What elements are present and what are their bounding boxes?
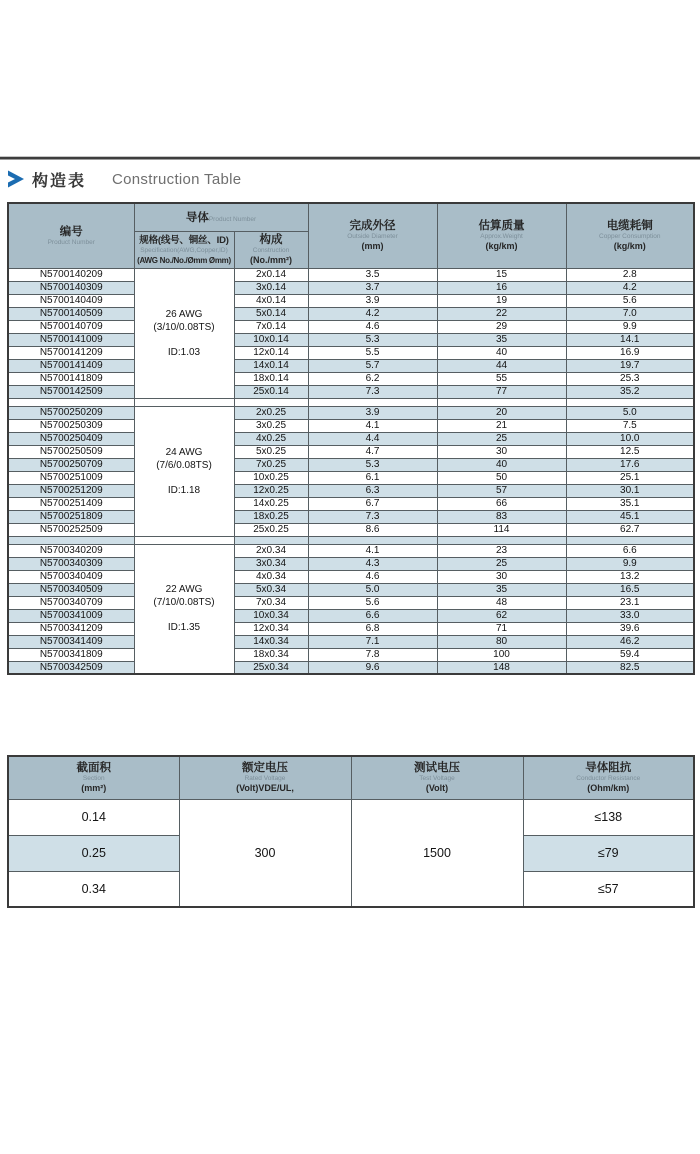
copper-consumption-cell: 46.2 (566, 635, 694, 648)
product-number-header (8, 203, 134, 268)
weight-cell: 30 (437, 445, 566, 458)
outside-diameter-cell: 7.3 (308, 510, 437, 523)
rating-table-header (8, 756, 694, 799)
rating-table-body (8, 799, 694, 907)
weight-cell: 25 (437, 432, 566, 445)
product-number-cell: N5700340209 (8, 544, 134, 557)
construction-cell: 3x0.34 (234, 557, 308, 570)
spec-line: 26 AWG (165, 308, 203, 320)
copper-consumption-cell: 25.3 (566, 372, 694, 385)
header-label-en: Outside Diameter (347, 232, 398, 240)
outside-diameter-cell: 3.7 (308, 281, 437, 294)
construction-row (8, 385, 694, 398)
spec-line: ID:1.18 (167, 484, 201, 496)
construction-row (8, 596, 694, 609)
weight-cell: 40 (437, 458, 566, 471)
weight-cell: 15 (437, 268, 566, 281)
construction-row (8, 281, 694, 294)
construction-row (8, 294, 694, 307)
separator-row (8, 398, 694, 406)
construction-row (8, 372, 694, 385)
weight-cell: 83 (437, 510, 566, 523)
outside-diameter-cell: 4.1 (308, 544, 437, 557)
construction-row (8, 661, 694, 674)
separator-cell (437, 536, 566, 544)
weight-cell: 71 (437, 622, 566, 635)
copper-consumption-cell: 39.6 (566, 622, 694, 635)
header-label-zh: 截面积 (76, 761, 111, 774)
weight-cell: 50 (437, 471, 566, 484)
weight-header (437, 203, 566, 268)
conductor-header (134, 203, 308, 231)
construction-row (8, 445, 694, 458)
product-number-cell: N5700140709 (8, 320, 134, 333)
weight-cell: 80 (437, 635, 566, 648)
section-cell: 0.25 (8, 835, 179, 871)
construction-row (8, 320, 694, 333)
product-number-cell: N5700142509 (8, 385, 134, 398)
construction-cell: 4x0.25 (234, 432, 308, 445)
construction-cell: 12x0.25 (234, 484, 308, 497)
construction-row (8, 484, 694, 497)
product-number-cell: N5700141209 (8, 346, 134, 359)
rated-voltage-cell: 300 (179, 799, 351, 907)
copper-consumption-cell: 45.1 (566, 510, 694, 523)
construction-cell: 10x0.25 (234, 471, 308, 484)
product-number-cell: N5700140209 (8, 268, 134, 281)
separator-cell (308, 398, 437, 406)
construction-row (8, 622, 694, 635)
construction-cell: 2x0.34 (234, 544, 308, 557)
construction-cell: 14x0.34 (234, 635, 308, 648)
spec-line: (3/10/0.08TS) (153, 321, 215, 333)
construction-cell: 4x0.14 (234, 294, 308, 307)
construction-row (8, 544, 694, 557)
construction-row (8, 432, 694, 445)
construction-cell: 2x0.25 (234, 406, 308, 419)
header-unit: (No./mm²) (250, 254, 292, 265)
product-number-cell: N5700140409 (8, 294, 134, 307)
construction-row (8, 557, 694, 570)
outside-diameter-cell: 3.9 (308, 294, 437, 307)
construction-row (8, 609, 694, 622)
copper-consumption-cell: 19.7 (566, 359, 694, 372)
weight-cell: 16 (437, 281, 566, 294)
copper-consumption-cell: 12.5 (566, 445, 694, 458)
resistance-cell: ≤79 (523, 835, 694, 871)
construction-cell: 25x0.14 (234, 385, 308, 398)
chevron-right-icon (8, 170, 25, 188)
header-label-en: Rated Voltage (244, 774, 286, 782)
weight-cell: 19 (437, 294, 566, 307)
outside-diameter-cell: 4.3 (308, 557, 437, 570)
construction-table-body (8, 268, 694, 674)
weight-cell: 35 (437, 583, 566, 596)
outside-diameter-cell: 9.6 (308, 661, 437, 674)
construction-row (8, 510, 694, 523)
construction-row (8, 268, 694, 281)
separator-cell (566, 536, 694, 544)
construction-cell: 7x0.14 (234, 320, 308, 333)
outside-diameter-cell: 3.5 (308, 268, 437, 281)
product-number-cell: N5700140309 (8, 281, 134, 294)
weight-cell: 40 (437, 346, 566, 359)
copper-consumption-cell: 5.0 (566, 406, 694, 419)
header-label-zh: 额定电压 (242, 761, 288, 774)
construction-row (8, 333, 694, 346)
construction-row (8, 497, 694, 510)
outside-diameter-cell: 7.1 (308, 635, 437, 648)
copper-consumption-cell: 6.6 (566, 544, 694, 557)
product-number-cell: N5700251809 (8, 510, 134, 523)
construction-table-header (8, 203, 694, 268)
copper-consumption-cell: 9.9 (566, 320, 694, 333)
spec-line: (7/6/0.08TS) (156, 459, 212, 471)
construction-row (8, 523, 694, 536)
product-number-cell: N5700250409 (8, 432, 134, 445)
separator-cell (8, 398, 134, 406)
header-label-en: Conductor Resistance (576, 774, 641, 782)
spec-line: ID:1.03 (167, 346, 201, 358)
header-unit: (kg/km) (485, 240, 518, 251)
section-cell: 0.34 (8, 871, 179, 907)
product-number-cell: N5700140509 (8, 307, 134, 320)
construction-row (8, 583, 694, 596)
construction-cell: 25x0.25 (234, 523, 308, 536)
header-label-en: Test Voltage (419, 774, 455, 782)
separator-cell (308, 536, 437, 544)
conductor-resistance-header (523, 756, 694, 799)
spec-line: ID:1.35 (167, 622, 201, 634)
header-label-zh: 电缆耗铜 (606, 219, 653, 232)
copper-consumption-cell: 14.1 (566, 333, 694, 346)
copper-consumption-cell: 16.9 (566, 346, 694, 359)
header-label-en: Approx.Weight (480, 232, 523, 240)
product-number-cell: N5700341009 (8, 609, 134, 622)
header-label-zh: 估算质量 (478, 219, 525, 232)
construction-row (8, 346, 694, 359)
header-unit: (Volt) (425, 782, 449, 793)
weight-cell: 35 (437, 333, 566, 346)
outside-diameter-cell: 5.5 (308, 346, 437, 359)
header-label-en: Specification(AWG,Copper,ID) (140, 246, 228, 254)
construction-cell: 5x0.34 (234, 583, 308, 596)
spec-line: 24 AWG (165, 446, 203, 458)
outside-diameter-cell: 6.3 (308, 484, 437, 497)
spec-line: (7/10/0.08TS) (153, 597, 215, 609)
outside-diameter-cell: 5.0 (308, 583, 437, 596)
separator-row (8, 536, 694, 544)
construction-cell: 2x0.14 (234, 268, 308, 281)
weight-cell: 55 (437, 372, 566, 385)
header-label-zh: 完成外径 (349, 219, 396, 232)
construction-cell: 14x0.25 (234, 497, 308, 510)
copper-consumption-cell: 16.5 (566, 583, 694, 596)
copper-consumption-cell: 35.2 (566, 385, 694, 398)
construction-row (8, 307, 694, 320)
section-header (8, 166, 241, 192)
copper-consumption-header (566, 203, 694, 268)
weight-cell: 77 (437, 385, 566, 398)
construction-cell: 10x0.34 (234, 609, 308, 622)
weight-cell: 20 (437, 406, 566, 419)
product-number-cell: N5700251209 (8, 484, 134, 497)
copper-consumption-cell: 25.1 (566, 471, 694, 484)
construction-cell: 3x0.14 (234, 281, 308, 294)
outside-diameter-cell: 7.3 (308, 385, 437, 398)
header-label-zh: 测试电压 (414, 761, 460, 774)
header-label-en: Construction (252, 246, 290, 254)
product-number-cell: N5700251009 (8, 471, 134, 484)
copper-consumption-cell: 59.4 (566, 648, 694, 661)
spec-header (134, 231, 234, 268)
outside-diameter-cell: 4.1 (308, 419, 437, 432)
product-number-cell: N5700252509 (8, 523, 134, 536)
construction-cell: 7x0.34 (234, 596, 308, 609)
construction-cell: 12x0.34 (234, 622, 308, 635)
weight-cell: 57 (437, 484, 566, 497)
copper-consumption-cell: 4.2 (566, 281, 694, 294)
top-divider-rule (0, 156, 700, 160)
test-voltage-cell: 1500 (351, 799, 523, 907)
weight-cell: 66 (437, 497, 566, 510)
construction-header (234, 231, 308, 268)
spec-line: 22 AWG (165, 584, 203, 596)
copper-consumption-cell: 33.0 (566, 609, 694, 622)
construction-cell: 7x0.25 (234, 458, 308, 471)
header-label-zh: 导体阻抗 (585, 761, 632, 774)
header-label-zh: 编号 (59, 225, 83, 238)
conductor-spec-cell (134, 406, 234, 536)
copper-consumption-cell: 9.9 (566, 557, 694, 570)
copper-consumption-cell: 5.6 (566, 294, 694, 307)
copper-consumption-cell: 10.0 (566, 432, 694, 445)
construction-cell: 5x0.25 (234, 445, 308, 458)
outside-diameter-cell: 4.6 (308, 320, 437, 333)
construction-cell: 10x0.14 (234, 333, 308, 346)
copper-consumption-cell: 23.1 (566, 596, 694, 609)
construction-cell: 4x0.34 (234, 570, 308, 583)
header-unit: (kg/km) (613, 240, 646, 251)
outside-diameter-cell: 5.7 (308, 359, 437, 372)
construction-cell: 18x0.25 (234, 510, 308, 523)
weight-cell: 44 (437, 359, 566, 372)
weight-cell: 100 (437, 648, 566, 661)
outside-diameter-cell: 6.8 (308, 622, 437, 635)
copper-consumption-cell: 7.0 (566, 307, 694, 320)
outside-diameter-cell: 6.7 (308, 497, 437, 510)
product-number-cell: N5700340409 (8, 570, 134, 583)
construction-cell: 3x0.25 (234, 419, 308, 432)
header-label-en: Section (82, 774, 105, 782)
weight-cell: 148 (437, 661, 566, 674)
copper-consumption-cell: 82.5 (566, 661, 694, 674)
weight-cell: 21 (437, 419, 566, 432)
weight-cell: 25 (437, 557, 566, 570)
outside-diameter-header (308, 203, 437, 268)
section-header-cell (8, 756, 179, 799)
product-number-cell: N5700250309 (8, 419, 134, 432)
header-label-en: Product Number (208, 216, 257, 224)
copper-consumption-cell: 7.5 (566, 419, 694, 432)
construction-cell: 18x0.34 (234, 648, 308, 661)
separator-cell (134, 536, 234, 544)
product-number-cell: N5700250709 (8, 458, 134, 471)
outside-diameter-cell: 4.2 (308, 307, 437, 320)
header-label-zh: 规格(线号、铜丝、ID) (139, 234, 229, 246)
product-number-cell: N5700340309 (8, 557, 134, 570)
separator-cell (437, 398, 566, 406)
copper-consumption-cell: 35.1 (566, 497, 694, 510)
construction-cell: 18x0.14 (234, 372, 308, 385)
outside-diameter-cell: 5.3 (308, 458, 437, 471)
header-label-zh: 构成 (259, 233, 283, 246)
construction-row (8, 570, 694, 583)
outside-diameter-cell: 8.6 (308, 523, 437, 536)
header-label-en: Copper Consumption (599, 232, 661, 240)
weight-cell: 22 (437, 307, 566, 320)
header-unit: (Volt)VDE/UL, (236, 782, 294, 793)
weight-cell: 23 (437, 544, 566, 557)
product-number-cell: N5700340509 (8, 583, 134, 596)
outside-diameter-cell: 6.2 (308, 372, 437, 385)
copper-consumption-cell: 13.2 (566, 570, 694, 583)
resistance-cell: ≤138 (523, 799, 694, 835)
outside-diameter-cell: 4.7 (308, 445, 437, 458)
outside-diameter-cell: 5.6 (308, 596, 437, 609)
test-voltage-header (351, 756, 523, 799)
product-number-cell: N5700250509 (8, 445, 134, 458)
weight-cell: 48 (437, 596, 566, 609)
product-number-cell: N5700341409 (8, 635, 134, 648)
product-number-cell: N5700340709 (8, 596, 134, 609)
copper-consumption-cell: 62.7 (566, 523, 694, 536)
outside-diameter-cell: 4.4 (308, 432, 437, 445)
copper-consumption-cell: 2.8 (566, 268, 694, 281)
product-number-cell: N5700141809 (8, 372, 134, 385)
section-title-zh: 构造表 (32, 172, 87, 190)
rating-row (8, 799, 694, 835)
construction-cell: 25x0.34 (234, 661, 308, 674)
outside-diameter-cell: 6.1 (308, 471, 437, 484)
construction-table (7, 202, 695, 675)
weight-cell: 62 (437, 609, 566, 622)
outside-diameter-cell: 3.9 (308, 406, 437, 419)
separator-cell (234, 536, 308, 544)
copper-consumption-cell: 30.1 (566, 484, 694, 497)
construction-cell: 14x0.14 (234, 359, 308, 372)
header-label-en: Product Number (47, 238, 95, 246)
outside-diameter-cell: 7.8 (308, 648, 437, 661)
product-number-cell: N5700141009 (8, 333, 134, 346)
product-number-cell: N5700250209 (8, 406, 134, 419)
construction-row (8, 406, 694, 419)
resistance-cell: ≤57 (523, 871, 694, 907)
separator-cell (134, 398, 234, 406)
separator-cell (234, 398, 308, 406)
header-unit: (AWG No./No./Ømm Ømm) (137, 255, 231, 265)
product-number-cell: N5700341209 (8, 622, 134, 635)
outside-diameter-cell: 5.3 (308, 333, 437, 346)
construction-row (8, 458, 694, 471)
header-label-zh: 导体 (185, 212, 209, 225)
product-number-cell: N5700341809 (8, 648, 134, 661)
section-cell: 0.14 (8, 799, 179, 835)
product-number-cell: N5700251409 (8, 497, 134, 510)
separator-cell (8, 536, 134, 544)
construction-cell: 5x0.14 (234, 307, 308, 320)
rated-voltage-header (179, 756, 351, 799)
weight-cell: 30 (437, 570, 566, 583)
construction-row (8, 471, 694, 484)
weight-cell: 29 (437, 320, 566, 333)
product-number-cell: N5700342509 (8, 661, 134, 674)
header-unit: (mm²) (81, 782, 107, 793)
conductor-spec-cell (134, 268, 234, 398)
product-number-cell: N5700141409 (8, 359, 134, 372)
section-title-en: Construction Table (112, 170, 242, 188)
rating-table (7, 755, 695, 908)
outside-diameter-cell: 6.6 (308, 609, 437, 622)
construction-row (8, 648, 694, 661)
construction-row (8, 419, 694, 432)
separator-cell (566, 398, 694, 406)
construction-cell: 12x0.14 (234, 346, 308, 359)
conductor-spec-cell (134, 544, 234, 674)
header-unit: (mm) (361, 240, 384, 251)
weight-cell: 114 (437, 523, 566, 536)
construction-row (8, 359, 694, 372)
outside-diameter-cell: 4.6 (308, 570, 437, 583)
header-unit: (Ohm/km) (587, 782, 630, 793)
construction-row (8, 635, 694, 648)
copper-consumption-cell: 17.6 (566, 458, 694, 471)
